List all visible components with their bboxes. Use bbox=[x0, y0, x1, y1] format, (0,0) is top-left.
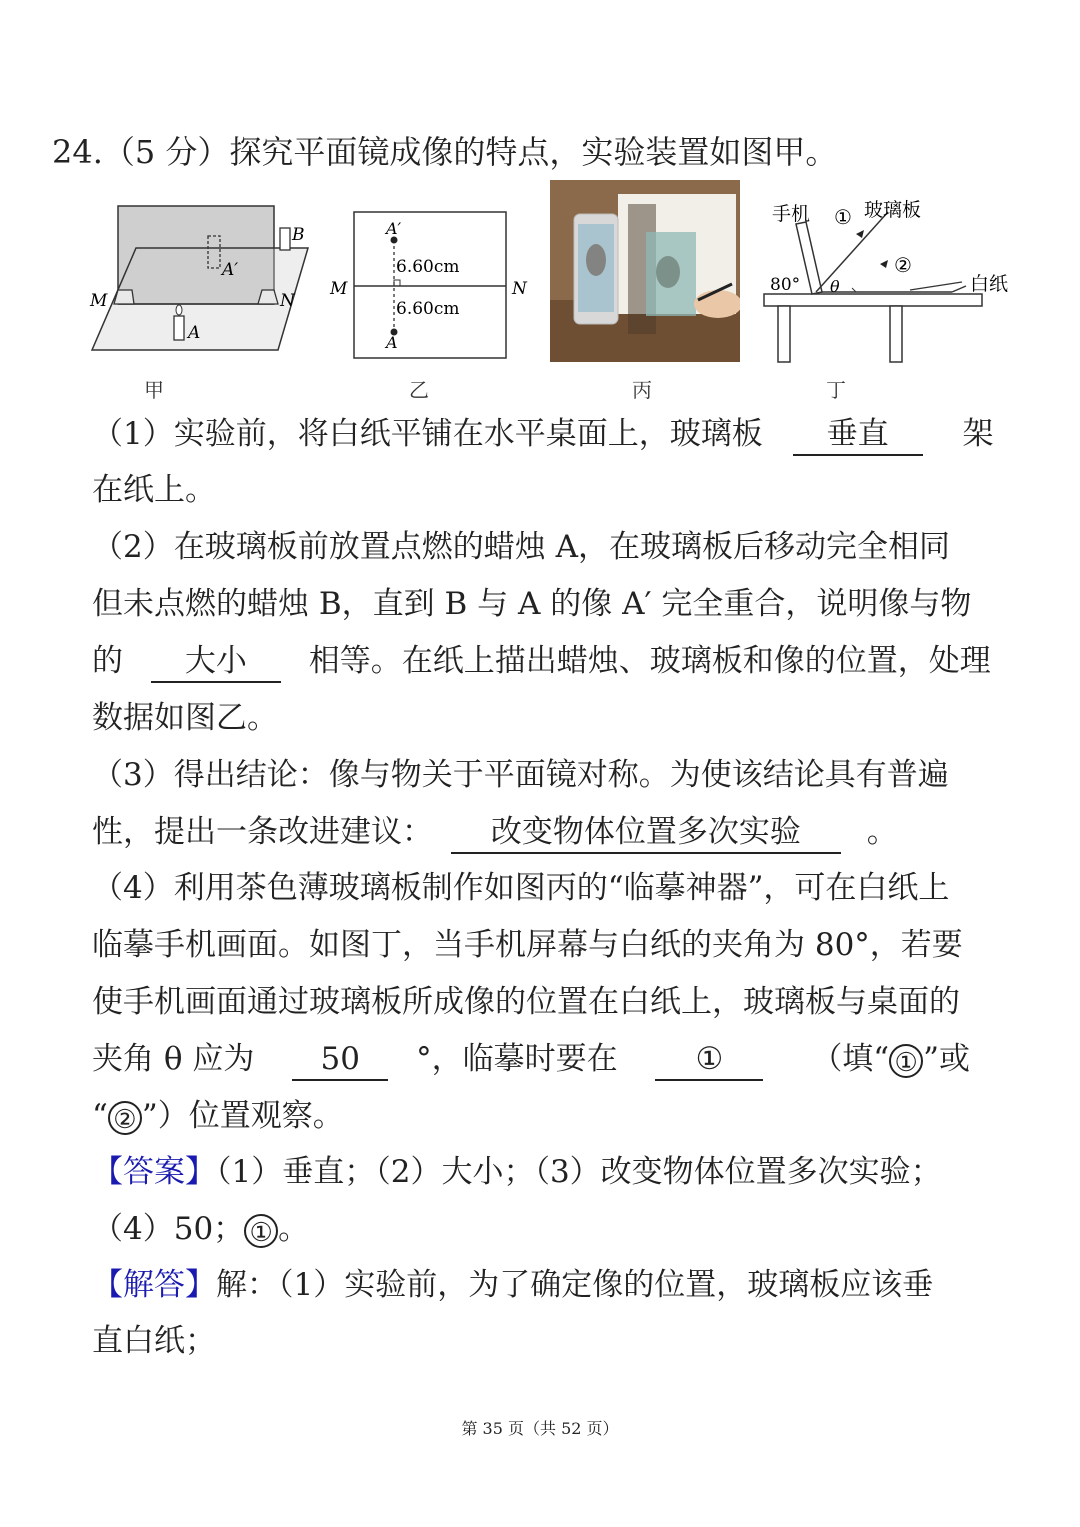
part4-angle-blank: 50 bbox=[292, 1039, 388, 1081]
caption-bing: 丙 bbox=[632, 378, 652, 402]
part2-line2: 但未点燃的蜡烛 B，直到 B 与 A 的像 A′ 完全重合，说明像与物 bbox=[92, 586, 972, 622]
figure-yi bbox=[328, 204, 534, 362]
figure-ding bbox=[756, 190, 1018, 366]
part4-line5: “ ② ”）位置观察。 bbox=[92, 1098, 344, 1135]
figure-bing-photo bbox=[550, 180, 740, 362]
figure-jia bbox=[86, 198, 316, 358]
part4-line3: 使手机画面通过玻璃板所成像的位置在白纸上，玻璃板与桌面的 bbox=[92, 984, 960, 1020]
part2-line1: （2）在玻璃板前放置点燃的蜡烛 A，在玻璃板后移动完全相同 bbox=[92, 529, 950, 565]
caption-yi: 乙 bbox=[409, 378, 429, 402]
answer-tag: 【答案】 bbox=[92, 1154, 216, 1190]
answer-line1: 【答案】（1）垂直；（2）大小；（3）改变物体位置多次实验； bbox=[92, 1154, 942, 1190]
ding-label-paper: 白纸 bbox=[970, 273, 1009, 295]
part2-line4: 数据如图乙。 bbox=[92, 700, 278, 736]
part3-line2: 性，提出一条改进建议： 改变物体位置多次实验 。 bbox=[92, 812, 898, 854]
ding-label-position-2: ② bbox=[894, 253, 912, 277]
page-footer: 第 35 页（共 52 页） bbox=[461, 1419, 619, 1438]
ding-label-glass: 玻璃板 bbox=[864, 199, 922, 221]
question-title: 24.（5 分）探究平面镜成像的特点，实验装置如图甲。 bbox=[52, 133, 838, 171]
part1-line1: （1）实验前，将白纸平铺在水平桌面上，玻璃板 垂直 架 bbox=[92, 414, 993, 456]
solution-tag: 【解答】 bbox=[92, 1267, 216, 1303]
ding-label-angle: 80° bbox=[770, 275, 801, 295]
part2-line3: 的 大小 相等。在纸上描出蜡烛、玻璃板和像的位置，处理 bbox=[92, 641, 991, 683]
answer-circle-1: ① bbox=[244, 1214, 278, 1248]
label-B: B bbox=[292, 225, 305, 245]
ding-label-phone: 手机 bbox=[772, 203, 811, 225]
ding-label-theta: θ bbox=[830, 277, 840, 296]
circle-1: ① bbox=[889, 1044, 923, 1078]
part3-line1: （3）得出结论：像与物关于平面镜对称。为使该结论具有普遍 bbox=[92, 757, 949, 793]
answer-line2: （4）50； ① 。 bbox=[92, 1211, 310, 1248]
ding-label-position-1: ① bbox=[834, 205, 852, 229]
yi-label-N: N bbox=[512, 279, 527, 299]
yi-label-A-prime: A′ bbox=[386, 219, 402, 238]
yi-distance-top: 6.60cm bbox=[396, 257, 460, 277]
label-A-prime: A′ bbox=[222, 260, 239, 280]
part1-line2: 在纸上。 bbox=[92, 472, 216, 508]
part1-answer-blank: 垂直 bbox=[793, 414, 923, 456]
part4-line2: 临摹手机画面。如图丁，当手机屏幕与白纸的夹角为 80°，若要 bbox=[92, 927, 963, 963]
yi-label-A: A bbox=[386, 333, 398, 352]
yi-distance-bottom: 6.60cm bbox=[396, 299, 460, 319]
label-A: A bbox=[188, 323, 201, 343]
circle-2: ② bbox=[108, 1101, 142, 1135]
label-N: N bbox=[280, 291, 295, 311]
caption-ding: 丁 bbox=[826, 378, 846, 402]
part2-answer-blank: 大小 bbox=[151, 641, 281, 683]
solution-line1: 【解答】解：（1）实验前，为了确定像的位置，玻璃板应该垂 bbox=[92, 1267, 934, 1303]
part3-answer-blank: 改变物体位置多次实验 bbox=[451, 812, 841, 854]
part4-line4: 夹角 θ 应为 50 °，临摹时要在 ① （填“ ① ”或 bbox=[92, 1039, 970, 1081]
caption-jia: 甲 bbox=[144, 378, 164, 402]
part4-line1: （4）利用茶色薄玻璃板制作如图丙的“临摹神器”，可在白纸上 bbox=[92, 870, 950, 906]
solution-line2: 直白纸； bbox=[92, 1323, 216, 1359]
part4-position-blank: ① bbox=[655, 1039, 763, 1081]
label-M: M bbox=[90, 291, 108, 311]
yi-label-M: M bbox=[330, 279, 348, 299]
